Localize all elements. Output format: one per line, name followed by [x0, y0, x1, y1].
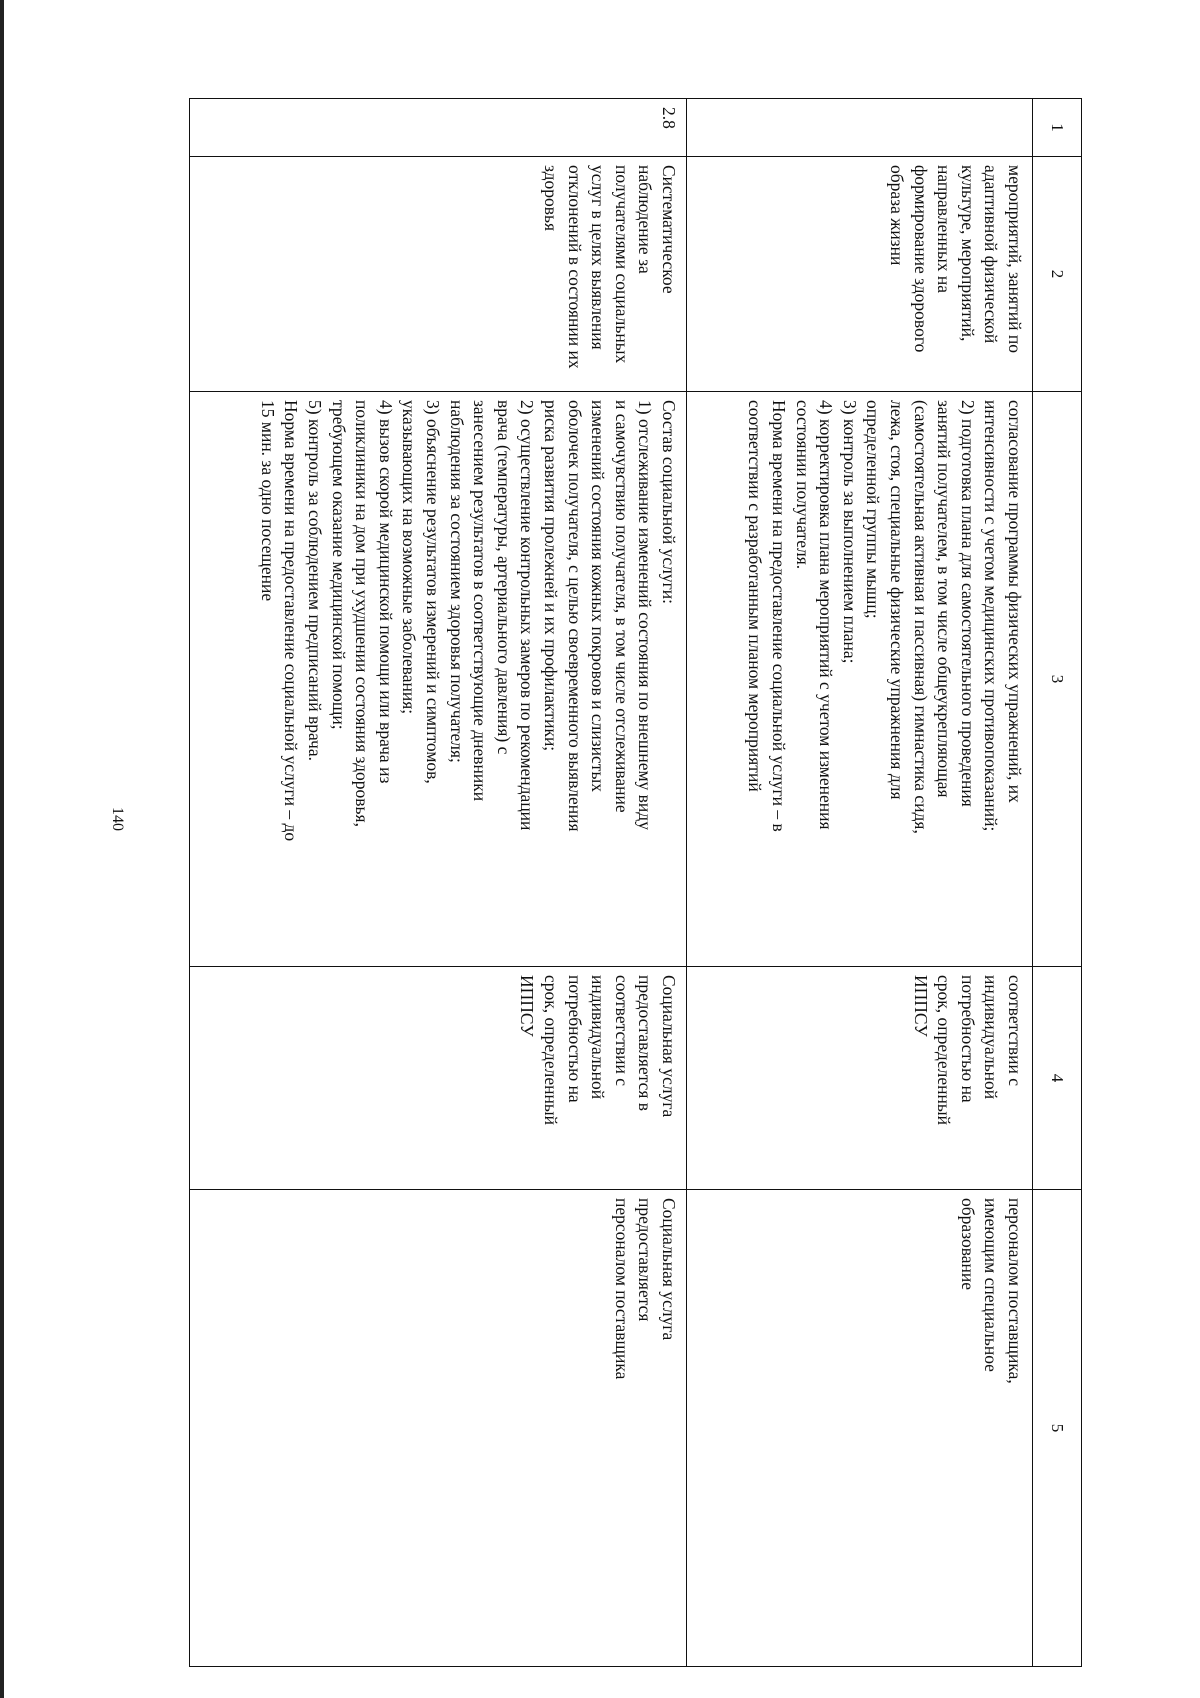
service-provider-cell: Социальная услуга предоставляется персоналом поставщика [190, 1190, 687, 1667]
service-terms-cell: Социальная услуга предоставляется в соответствии с индивидуальной потребностью на срок, определенный ИППСУ [190, 967, 687, 1190]
service-terms-cell: соответствии с индивидуальной потребностью на срок, определенный ИППСУ [687, 967, 1033, 1190]
service-provider-cell: персоналом поставщика, имеющим специальное образование [687, 1190, 1033, 1667]
column-header-3: 3 [1033, 392, 1082, 967]
column-header-5: 5 [1033, 1190, 1082, 1667]
services-table [189, 98, 1082, 1667]
service-name-cell: Систематическое наблюдение за получателями социальных услуг в целях выявления отклонений в состоянии их здоровья [190, 157, 687, 392]
row-number-cell [687, 99, 1033, 157]
table-row [687, 99, 1033, 1667]
service-content-cell: согласование программы физических упражнений, их интенсивности с учетом медицинских противопоказаний; 2) подготовка плана для самостоятельного проведения занятий получателем, в том числе общеукрепляющая (самостоятельная активная и пассивная) гимнастика сидя, лежа, стоя, специальные физические упражнения для определенной группы мышц; 3) контроль за выполнением плана; 4) корректировка плана мероприятий с учетом изменения состоянии получателя. Норма времени на предоставление социальной услуги – в соответствии с разработанным планом мероприятий [687, 392, 1033, 967]
rotated-page-content [197, 98, 1082, 1666]
column-header-2: 2 [1033, 157, 1082, 392]
service-name-cell: мероприятий, занятий по адаптивной физической культуре, мероприятий, направленных на формирование здорового образа жизни [687, 157, 1033, 392]
row-number-cell: 2.8 [190, 99, 687, 157]
scan-edge [0, 0, 4, 1698]
table-header-row [1033, 99, 1082, 1667]
table-row [190, 99, 687, 1667]
column-header-1: 1 [1033, 99, 1082, 157]
column-header-4: 4 [1033, 967, 1082, 1190]
service-content-cell: Состав социальной услуги: 1) отслеживание изменений состояния по внешнему виду и самочувствию получателя, в том числе отслеживание изменений состояния кожных покровов и слизистых оболочек получателя, с целью своевременного выявления риска развития пролежней и их профилактики; 2) осуществление контрольных замеров по рекомендации врача (температуры, артериального давления) с занесением результатов в соответствующие дневники наблюдения за состоянием здоровья получателя; 3) объяснение результатов измерений и симптомов, указывающих на возможные заболевания; 4) вызов скорой медицинской помощи или врача из поликлиники на дом при ухудшении состояния здоровья, требующем оказание медицинской помощи; 5) контроль за соблюдением предписаний врача. Норма времени на предоставление социальной услуги – до 15 мин. за одно посещение [190, 392, 687, 967]
page-number: 140 [109, 807, 126, 831]
